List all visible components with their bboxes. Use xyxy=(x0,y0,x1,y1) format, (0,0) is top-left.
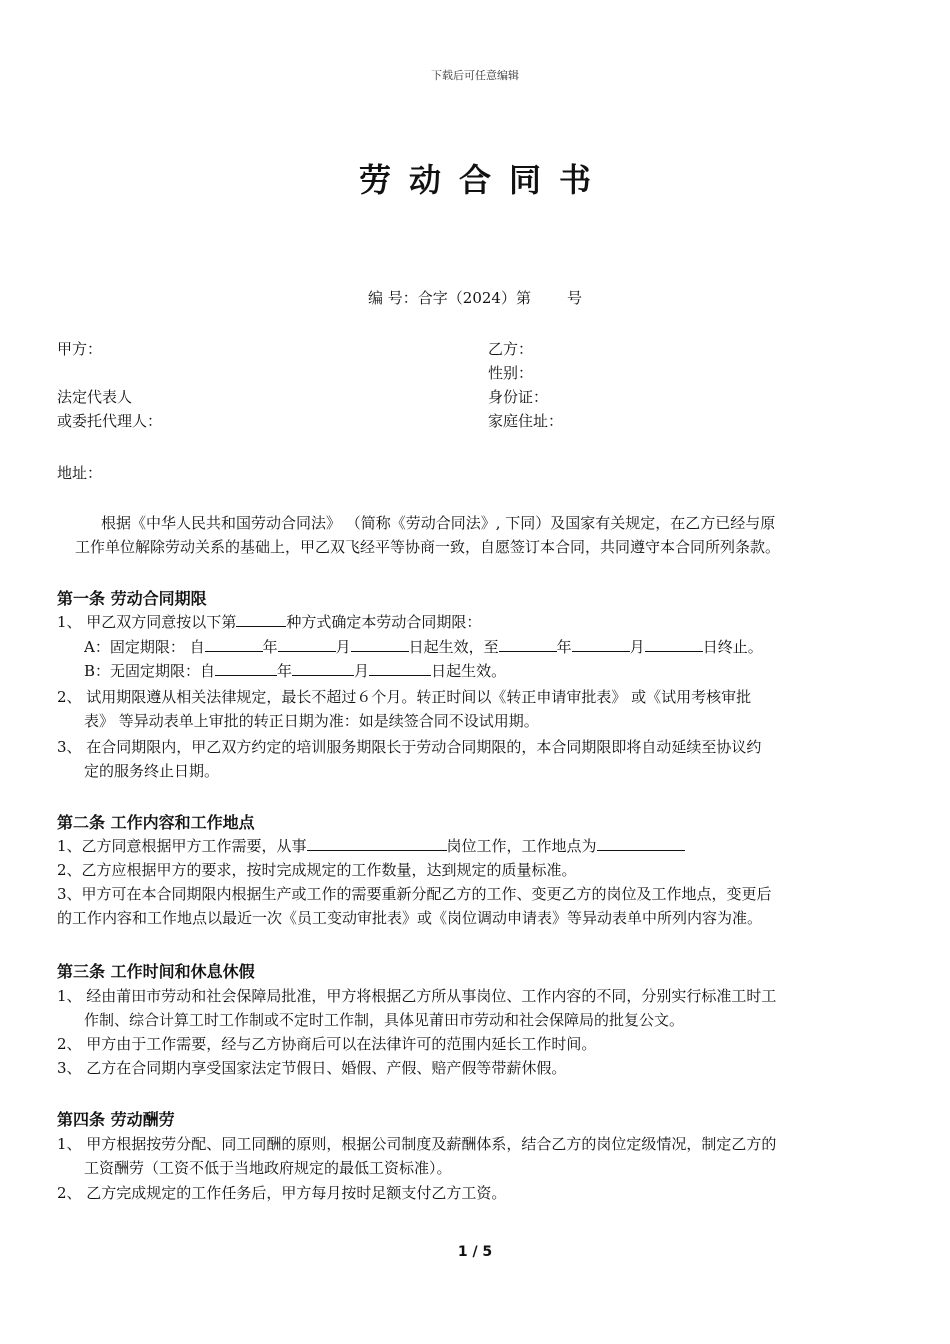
legal-rep-label: 法定代表人 xyxy=(57,388,133,406)
agent-label: 或委托代理人： xyxy=(57,412,163,430)
article-3-item-2: 2、 甲方由于工作需要，经与乙方协商后可以在法律许可的范围内延长工作时间。 xyxy=(57,1035,597,1053)
article-1-item-2-line-2: 表》 等异动表单上审批的转正日期为准：如是续签合同不设试用期。 xyxy=(84,712,539,730)
contract-number xyxy=(0,287,950,308)
open-term-label: B：无固定期限：自 xyxy=(84,662,216,680)
fixed-term-label: A：固定期限： 自 xyxy=(84,638,205,656)
article-1-item-1-pre: 1、 甲乙双方同意按以下第 xyxy=(57,613,237,631)
b-day-label: 日起生效。 xyxy=(431,662,507,680)
article-1-item-1 xyxy=(57,610,481,634)
contract-number-label: 编 号：合字（2024）第 xyxy=(368,289,531,307)
article-1-item-1-post: 种方式确定本劳动合同期限： xyxy=(286,613,482,631)
article-3-item-1-line-1: 1、 经由莆田市劳动和社会保障局批准，甲方将根据乙方所从事岗位、工作内容的不同，分别实行标准工时工 xyxy=(57,987,777,1005)
term-type-blank xyxy=(236,611,286,627)
article-2-item-2: 2、乙方应根据甲方的要求，按时完成规定的工作数量，达到规定的质量标准。 xyxy=(57,861,577,879)
document-title: 劳动合同书 xyxy=(358,161,609,199)
year-label: 年 xyxy=(277,662,293,680)
position-blank xyxy=(307,835,447,851)
contract-number-suffix: 号 xyxy=(566,289,582,307)
end-month-blank xyxy=(572,636,630,652)
end-year-blank xyxy=(499,636,557,652)
gender-label: 性别： xyxy=(488,364,534,382)
page-indicator: 1 / 5 xyxy=(457,1244,493,1260)
start-year-blank xyxy=(205,636,263,652)
b-month-blank xyxy=(292,660,354,676)
address-label: 地址： xyxy=(57,464,103,482)
work-location-blank xyxy=(597,835,685,851)
party-a-label: 甲方： xyxy=(57,340,103,358)
article-2-item-3-line-2: 的工作内容和工作地点以最近一次《员工变动审批表》或《岗位调动申请表》等异动表单中所列内容为准。 xyxy=(57,909,763,927)
article-2-item-3-line-1: 3、甲方可在本合同期限内根据生产或工作的需要重新分配乙方的工作、变更乙方的岗位及工作地点，变更后 xyxy=(57,885,772,903)
fixed-term-line xyxy=(84,635,763,659)
start-day-blank xyxy=(351,636,409,652)
article-4-item-1-line-1: 1、 甲方根据按劳分配、同工同酬的原则，根据公司制度及薪酬体系，结合乙方的岗位定级情况，制定乙方的 xyxy=(57,1135,777,1153)
home-address-label: 家庭住址： xyxy=(488,412,564,430)
b-day-blank xyxy=(369,660,431,676)
article-4-item-2: 2、 乙方完成规定的工作任务后，甲方每月按时足额支付乙方工资。 xyxy=(57,1184,507,1202)
article-4-item-1-line-2: 工资酬劳（工资不低于当地政府规定的最低工资标准）。 xyxy=(84,1159,452,1177)
article-2-item-1-mid: 岗位工作，工作地点为 xyxy=(446,837,597,855)
article-3-item-1-line-2: 作制、综合计算工时工作制或不定时工作制，具体见莆田市劳动和社会保障局的批复公文。 xyxy=(84,1011,685,1029)
preamble-line-2: 工作单位解除劳动关系的基础上，甲乙双飞经平等协商一致，自愿签订本合同，共同遵守本合同所列条款。 xyxy=(75,538,781,556)
end-day-label: 日终止。 xyxy=(702,638,763,656)
party-b-label: 乙方： xyxy=(488,340,534,358)
month-label: 月 xyxy=(354,662,370,680)
start-day-label: 日起生效，至 xyxy=(408,638,499,656)
article-1-item-2-line-1: 2、 试用期限遵从相关法律规定，最长不超过６个月。转正时间以《转正申请审批表》 或《试用考核审批 xyxy=(57,688,752,706)
b-year-blank xyxy=(215,660,277,676)
end-day-blank xyxy=(645,636,703,652)
year-label: 年 xyxy=(556,638,572,656)
year-label: 年 xyxy=(262,638,278,656)
article-2-item-1 xyxy=(57,834,685,858)
header-note: 下载后可任意编辑 xyxy=(431,69,519,82)
article-3-heading: 第三条 工作时间和休息休假 xyxy=(57,962,255,981)
article-1-item-3-line-1: 3、 在合同期限内，甲乙双方约定的培训服务期限长于劳动合同期限的，本合同期限即将自动延续至协议约 xyxy=(57,738,762,756)
preamble-line-1: 根据《中华人民共和国劳动合同法》 （简称《劳动合同法》, 下同）及国家有关规定，在乙方已经与原 xyxy=(101,514,776,532)
month-label: 月 xyxy=(629,638,645,656)
article-2-item-1-pre: 1、乙方同意根据甲方工作需要，从事 xyxy=(57,837,307,855)
article-4-heading: 第四条 劳动酬劳 xyxy=(57,1110,175,1129)
article-1-heading: 第一条 劳动合同期限 xyxy=(57,589,207,608)
article-3-item-3: 3、 乙方在合同期内享受国家法定节假日、婚假、产假、赔产假等带薪休假。 xyxy=(57,1059,567,1077)
article-2-heading: 第二条 工作内容和工作地点 xyxy=(57,813,255,832)
start-month-blank xyxy=(278,636,336,652)
open-term-line xyxy=(84,659,506,683)
id-card-label: 身份证： xyxy=(488,388,549,406)
month-label: 月 xyxy=(335,638,351,656)
article-1-item-3-line-2: 定的服务终止日期。 xyxy=(84,762,220,780)
